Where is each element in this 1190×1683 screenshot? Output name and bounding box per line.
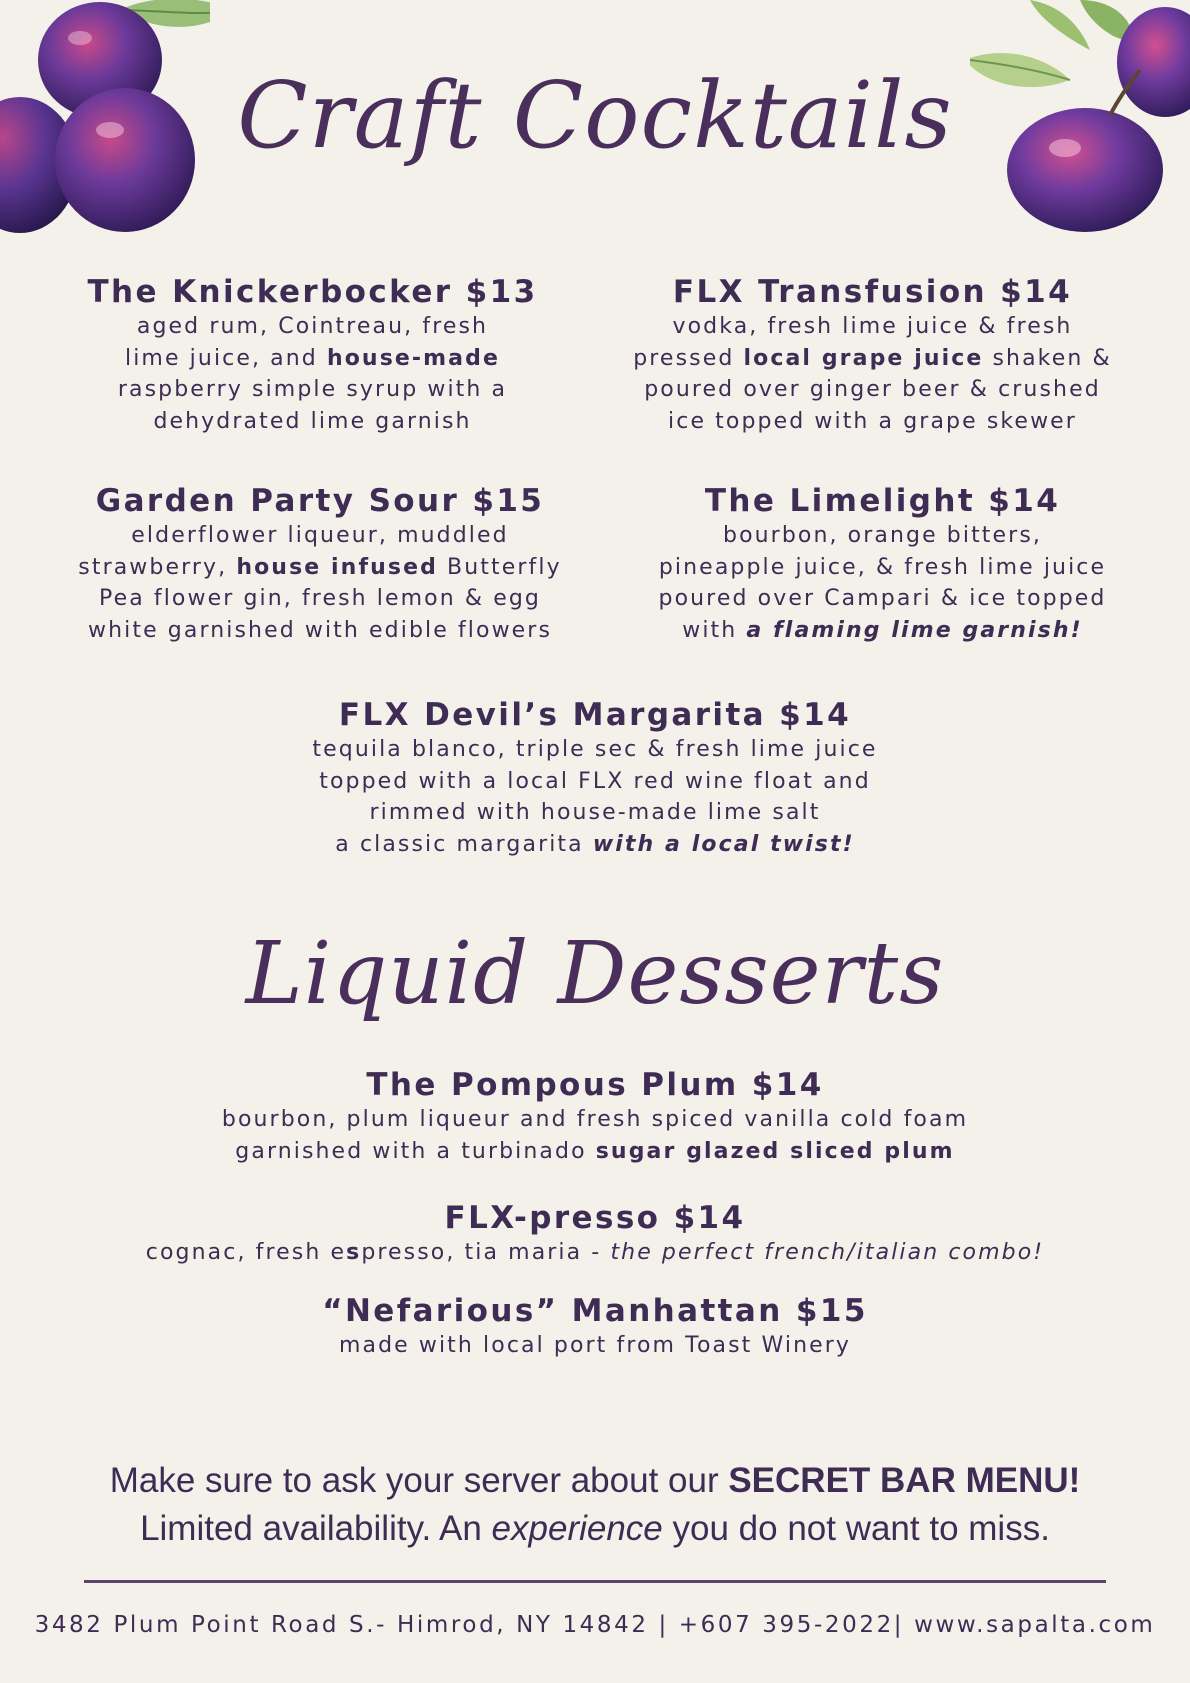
item-name: FLX Transfusion $14 xyxy=(672,274,1073,310)
menu-item xyxy=(60,1199,1130,1269)
menu-item xyxy=(200,1292,990,1362)
menu-item xyxy=(610,273,1135,437)
availability-note: Limited availability. An experience you do not want to miss. xyxy=(140,1509,1050,1548)
section-title-liquid-desserts: Liquid Desserts xyxy=(245,924,945,1024)
item-description xyxy=(150,1104,1040,1167)
desc-line: poured over Campari & ice topped xyxy=(658,586,1107,611)
item-name: FLX Devil’s Margarita $14 xyxy=(338,697,852,733)
item-description xyxy=(610,520,1155,646)
menu-item xyxy=(150,1066,1040,1167)
desc-line: ice topped with a grape skewer xyxy=(668,408,1077,434)
desc-line: topped with a local FLX red wine float and xyxy=(319,768,871,794)
item-name: The Limelight $14 xyxy=(704,483,1061,519)
desc-line: white garnished with edible flowers xyxy=(88,617,552,643)
desc-line: pineapple juice, & fresh lime juice xyxy=(658,554,1107,580)
desc-line: dehydrated lime garnish xyxy=(153,408,472,434)
item-name: The Knickerbocker $13 xyxy=(87,274,538,310)
secret-menu-note: Make sure to ask your server about our SECRET BAR MENU! xyxy=(109,1461,1081,1500)
item-name: The Pompous Plum $14 xyxy=(366,1067,824,1103)
desc-line: aged rum, Cointreau, fresh xyxy=(136,314,489,339)
item-description xyxy=(200,1330,990,1362)
desc-line: tequila blanco, triple sec & fresh lime juice xyxy=(312,737,878,762)
desc-line: vodka, fresh lime juice & fresh xyxy=(672,314,1073,339)
desc-line: lime juice, and house-made xyxy=(125,345,500,371)
item-description xyxy=(270,734,920,860)
desc-line: rimmed with house-made lime salt xyxy=(369,800,821,825)
menu-item xyxy=(50,273,575,437)
desc-line: bourbon, orange bitters, xyxy=(723,523,1042,548)
item-description xyxy=(50,311,575,437)
desc-line: raspberry simple syrup with a xyxy=(117,377,508,402)
section-title-craft-cocktails: Craft Cocktails xyxy=(237,62,953,169)
menu-item xyxy=(270,696,920,860)
desc-line: poured over ginger beer & crushed xyxy=(644,377,1101,402)
desc-line: a classic margarita with a local twist! xyxy=(335,831,855,857)
desc-line: elderflower liqueur, muddled xyxy=(131,523,509,548)
menu-item xyxy=(610,482,1155,646)
desc-line: strawberry, house infused Butterfly xyxy=(78,554,562,580)
item-name: FLX-presso $14 xyxy=(444,1200,746,1236)
desc-line: cognac, fresh espresso, tia maria - the perfect french/italian combo! xyxy=(145,1240,1045,1265)
desc-line: Pea flower gin, fresh lemon & egg xyxy=(98,586,541,611)
item-description xyxy=(50,520,590,646)
desc-line: garnished with a turbinado sugar glazed sliced plum xyxy=(235,1138,955,1164)
menu-item xyxy=(50,482,590,646)
item-description xyxy=(610,311,1135,437)
item-description xyxy=(60,1237,1130,1269)
item-name: Garden Party Sour $15 xyxy=(95,483,545,519)
footer-divider xyxy=(84,1580,1106,1583)
desc-line: pressed local grape juice shaken & xyxy=(633,345,1112,371)
desc-line: made with local port from Toast Winery xyxy=(338,1333,852,1358)
desc-line: bourbon, plum liqueur and fresh spiced vanilla cold foam xyxy=(221,1107,969,1132)
item-name: “Nefarious” Manhattan $15 xyxy=(322,1293,868,1329)
contact-footer: 3482 Plum Point Road S.- Himrod, NY 14842 | +607 395-2022| www.sapalta.com xyxy=(34,1612,1156,1638)
desc-line: with a flaming lime garnish! xyxy=(682,617,1083,643)
